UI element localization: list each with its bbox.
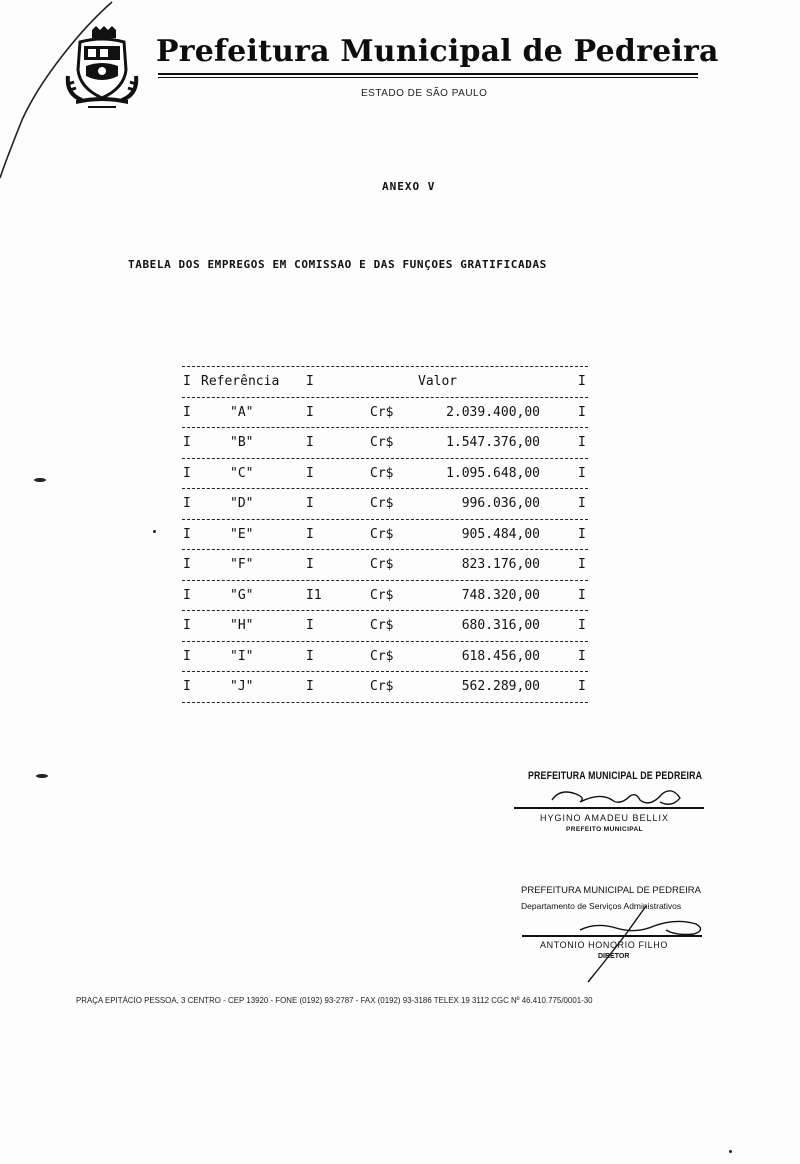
scan-speck	[153, 530, 156, 533]
column-separator: I	[578, 374, 586, 389]
table-title: TABELA DOS EMPREGOS EM COMISSAO E DAS FUNÇOES GRATIFICADAS	[128, 258, 547, 271]
director-stamp: PREFEITURA MUNICIPAL DE PEDREIRA	[521, 885, 702, 896]
director-name: ANTONIO HONORIO FILHO	[540, 940, 668, 950]
table-row	[182, 489, 588, 519]
currency-cell: Cr$	[370, 435, 394, 450]
salary-table	[182, 366, 588, 703]
column-separator: I	[306, 496, 314, 511]
table-row	[182, 611, 588, 641]
value-cell: 905.484,00	[461, 526, 540, 542]
reference-cell: "I"	[230, 648, 254, 664]
currency-cell: Cr$	[370, 587, 394, 603]
reference-cell: "H"	[230, 618, 254, 633]
column-separator: I	[578, 435, 586, 450]
value-cell: 2.039.400,00	[446, 404, 540, 420]
column-separator: I	[578, 526, 586, 542]
column-separator: I	[578, 496, 586, 511]
column-separator: I	[183, 526, 191, 542]
value-cell: 996.036,00	[461, 496, 540, 511]
table-row	[182, 398, 588, 428]
column-separator: I	[306, 526, 314, 542]
mayor-stamp: PREFEITURA MUNICIPAL DE PEDREIRA	[528, 770, 703, 782]
value-cell: 562.289,00	[461, 679, 540, 694]
footer-address: PRAÇA EPITÁCIO PESSOA, 3 CENTRO - CEP 13920 - FONE (0192) 93-2787 - FAX (0192) 93-3186 TELEX 19 3112 CGC Nº 46.410.775/0001-30	[76, 995, 593, 1005]
coat-of-arms-icon	[62, 24, 142, 112]
column-separator: I	[183, 435, 191, 450]
column-separator: I	[183, 587, 191, 603]
page-title: Prefeitura Municipal de Pedreira	[156, 34, 719, 69]
currency-cell: Cr$	[370, 618, 394, 633]
column-separator: I	[306, 618, 314, 633]
column-separator: I	[183, 648, 191, 664]
table-row	[182, 642, 588, 672]
column-separator: I	[306, 404, 314, 420]
column-separator: I	[306, 465, 314, 481]
header-value: Valor	[418, 374, 458, 389]
reference-cell: "F"	[230, 557, 254, 572]
scan-speck	[36, 774, 48, 778]
column-separator: I	[183, 374, 191, 389]
value-cell: 1.547.376,00	[446, 435, 540, 450]
currency-cell: Cr$	[370, 648, 394, 664]
column-separator: I	[578, 404, 586, 420]
table-row	[182, 672, 588, 702]
director-role: DIRETOR	[598, 953, 630, 960]
scan-speck	[729, 1150, 732, 1153]
column-separator: I	[306, 557, 314, 572]
currency-cell: Cr$	[370, 465, 394, 481]
mayor-name: HYGINO AMADEU BELLIX	[540, 813, 670, 823]
column-separator: I	[578, 679, 586, 694]
column-separator: I	[183, 465, 191, 481]
reference-cell: "G"	[230, 587, 254, 603]
currency-cell: Cr$	[370, 557, 394, 572]
title-rule	[158, 77, 698, 78]
table-row	[182, 459, 588, 489]
table-row	[182, 428, 588, 458]
state-subtitle: ESTADO DE SÃO PAULO	[361, 88, 488, 99]
value-cell: 618.456,00	[461, 648, 540, 664]
currency-cell: Cr$	[370, 526, 394, 542]
table-row	[182, 581, 588, 611]
column-separator: I	[306, 679, 314, 694]
value-cell: 680.316,00	[461, 618, 540, 633]
column-separator: I	[183, 679, 191, 694]
reference-cell: "C"	[230, 465, 254, 481]
table-rule	[182, 702, 588, 703]
title-rule	[158, 73, 698, 75]
column-separator: I	[578, 465, 586, 481]
annex-heading: ANEXO V	[382, 180, 436, 193]
header-reference: Referência	[201, 374, 280, 389]
column-separator: I	[183, 404, 191, 420]
column-separator: I	[183, 618, 191, 633]
column-separator: I1	[306, 587, 322, 603]
column-separator: I	[306, 435, 314, 450]
value-cell: 823.176,00	[461, 557, 540, 572]
table-row	[182, 550, 588, 580]
reference-cell: "E"	[230, 526, 254, 542]
table-header-row	[182, 367, 588, 397]
column-separator: I	[578, 648, 586, 664]
signature-line	[522, 935, 702, 937]
currency-cell: Cr$	[370, 404, 394, 420]
table-row	[182, 520, 588, 550]
column-separator: I	[306, 648, 314, 664]
column-separator: I	[183, 557, 191, 572]
reference-cell: "D"	[230, 496, 254, 511]
column-separator: I	[578, 618, 586, 633]
currency-cell: Cr$	[370, 496, 394, 511]
director-department: Departamento de Serviços Administrativos	[521, 901, 682, 911]
value-cell: 748.320,00	[461, 587, 540, 603]
mayor-role: PREFEITO MUNICIPAL	[566, 826, 644, 833]
signature-line	[514, 807, 704, 809]
column-separator: I	[306, 374, 314, 389]
value-cell: 1.095.648,00	[446, 465, 540, 481]
reference-cell: "B"	[230, 435, 254, 450]
column-separator: I	[183, 496, 191, 511]
reference-cell: "A"	[230, 404, 254, 420]
reference-cell: "J"	[230, 679, 254, 694]
scan-speck	[34, 478, 46, 482]
column-separator: I	[578, 587, 586, 603]
currency-cell: Cr$	[370, 679, 394, 694]
column-separator: I	[578, 557, 586, 572]
